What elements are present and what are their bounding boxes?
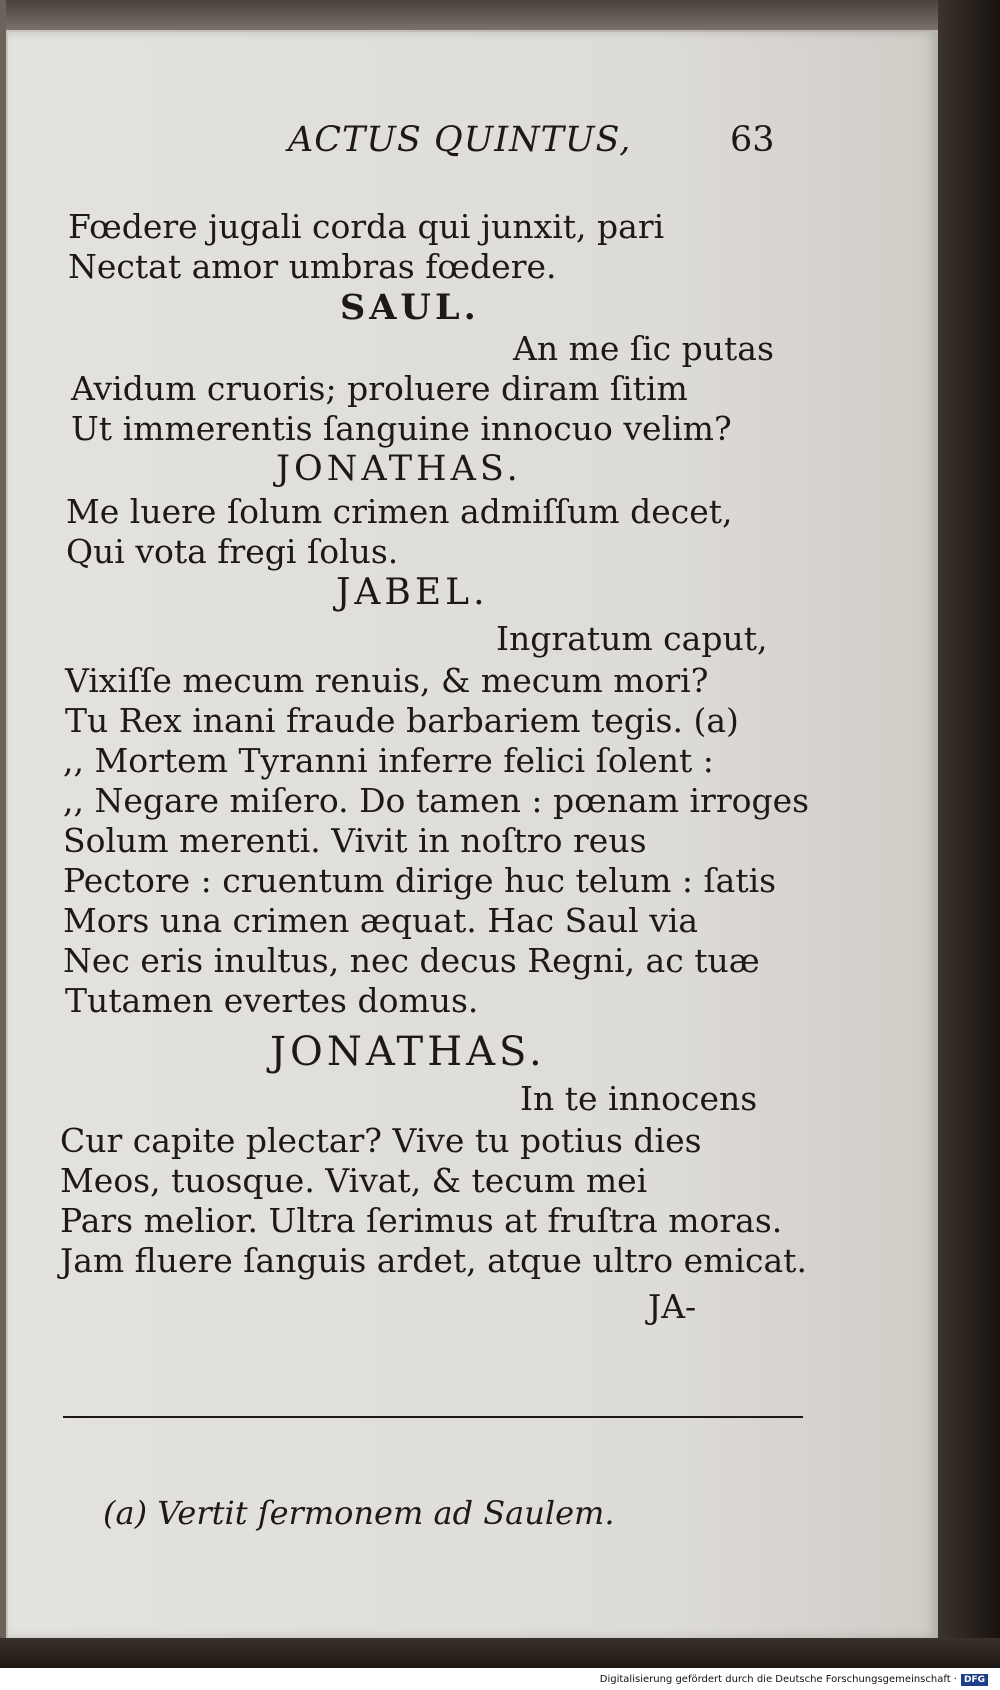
credit-text: Digitalisierung gefördert durch die Deutsche Forschungsgemeinschaft · <box>599 1674 957 1685</box>
scan-edge-right <box>938 0 1000 1690</box>
verse-line: Tutamen evertes domus. <box>65 981 479 1020</box>
verse-line: Jam fluere ſanguis ardet, atque ultro emicat. <box>60 1241 807 1280</box>
verse-line: Pectore : cruentum dirige huc telum : ſatis <box>63 861 777 900</box>
dfg-logo: DFG <box>961 1674 988 1686</box>
verse-line: Solum merenti. Vivit in noſtro reus <box>63 821 647 860</box>
verse-line: Fœdere jugali corda qui junxit, pari <box>68 207 665 246</box>
verse-line: Tu Rex inani fraude barbariem tegis. (a) <box>65 701 739 740</box>
verse-line: Cur capite plectar? Vive tu potius dies <box>60 1121 702 1160</box>
scan-edge-top <box>0 0 1000 30</box>
verse-line: Pars melior. Ultra ſerimus at fruſtra moras. <box>60 1201 783 1240</box>
running-head <box>8 120 938 170</box>
verse-line: Vixiſſe mecum renuis, & mecum mori? <box>65 661 709 700</box>
book-page <box>8 32 938 1638</box>
speaker-heading: JABEL. <box>336 572 489 613</box>
verse-line: ,, Mortem Tyranni inferre felici ſolent : <box>63 741 714 780</box>
running-title: ACTUS QUINTUS, <box>288 120 632 160</box>
scan-edge-bottom <box>0 1638 1000 1668</box>
verse-line: An me ſic putas <box>513 329 774 368</box>
speaker-heading: JONATHAS. <box>270 1029 546 1075</box>
verse-line: Qui vota fregi ſolus. <box>66 532 399 571</box>
verse-line: Avidum cruoris; proluere diram ſitim <box>71 369 688 408</box>
catchword: JA- <box>648 1287 697 1326</box>
verse-line: ,, Negare miſero. Do tamen : pœnam irroges <box>63 781 810 820</box>
verse-line: Ut immerentis ſanguine innocuo velim? <box>71 409 732 448</box>
footnote: (a) Vertit ſermonem ad Saulem. <box>103 1494 615 1532</box>
verse-line: In te innocens <box>520 1079 758 1118</box>
digitization-credit <box>596 1672 992 1688</box>
speaker-heading: SAUL. <box>340 287 480 328</box>
verse-line: Me luere ſolum crimen admiſſum decet, <box>66 492 733 531</box>
speaker-heading: JONATHAS. <box>276 449 522 489</box>
verse-line: Nec eris inultus, nec decus Regni, ac tuæ <box>63 941 760 980</box>
scan-edge-left <box>0 0 6 1690</box>
verse-line: Meos, tuosque. Vivat, & tecum mei <box>60 1161 648 1200</box>
verse-line: Mors una crimen æquat. Hac Saul via <box>63 901 699 940</box>
verse-line: Ingratum caput, <box>496 619 768 658</box>
verse-line: Nectat amor umbras fœdere. <box>68 247 557 286</box>
page-number: 63 <box>730 120 775 160</box>
footnote-rule <box>63 1416 803 1418</box>
